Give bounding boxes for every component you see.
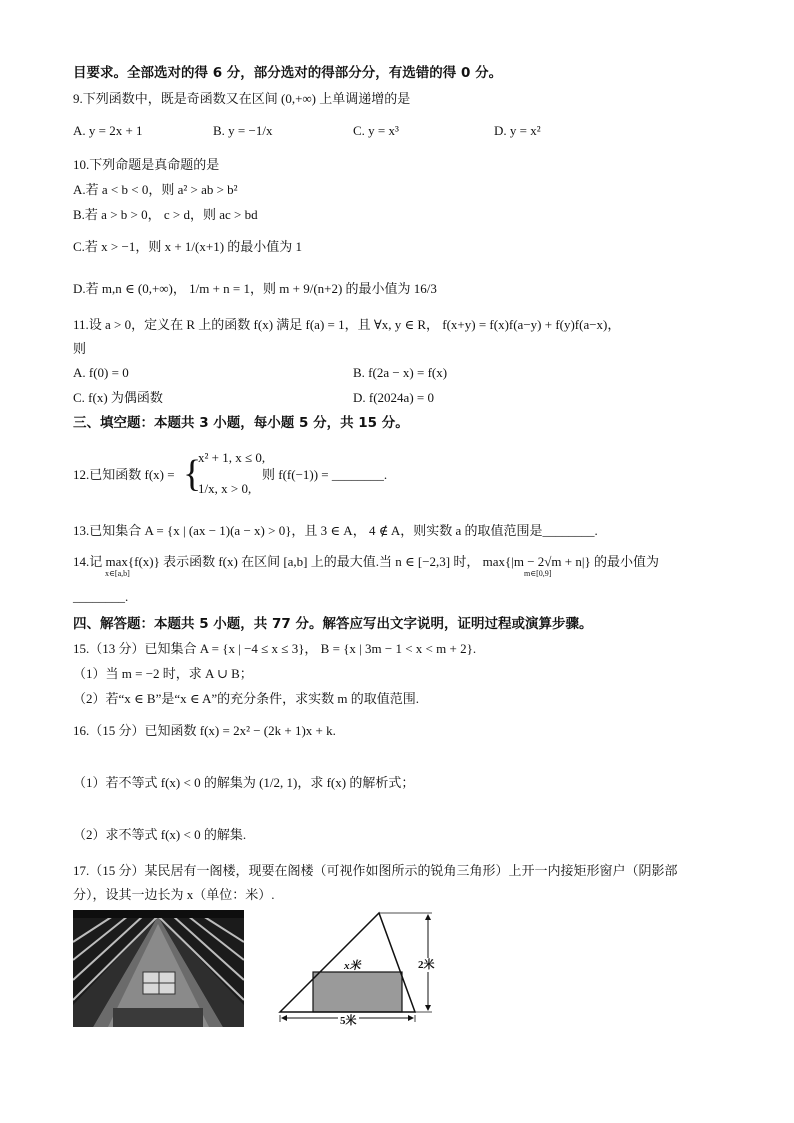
q16-part1: （1）若不等式 f(x) < 0 的解集为 (1/2, 1)，求 f(x) 的解析式；: [73, 775, 415, 790]
q15-part2: （2）若“x ∈ B”是“x ∈ A”的充分条件，求实数 m 的取值范围.: [73, 691, 420, 706]
q9-option-c: C. y = x³: [353, 123, 399, 138]
q9-option-d: D. y = x²: [494, 123, 541, 138]
q10-option-a: A.若 a < b < 0，则 a² > ab > b²: [73, 182, 238, 197]
q12-prefix: 12.已知函数 f(x) =: [73, 467, 175, 482]
section4-heading: 四、解答题：本题共 5 小题，共 77 分。解答应写出文字说明，证明过程或演算步骤。: [73, 616, 593, 632]
q12-brace: {: [183, 453, 202, 495]
section-intro: 目要求。全部选对的得 6 分，部分选对的得部分分，有选错的得 0 分。: [73, 65, 503, 81]
q11-option-c: C. f(x) 为偶函数: [73, 390, 163, 405]
q12-case-1: x² + 1, x ≤ 0,: [198, 450, 266, 465]
label-height: 2米: [418, 959, 435, 971]
attic-photo: [73, 910, 244, 1027]
q14-blank: ________.: [73, 589, 129, 604]
q11-option-a: A. f(0) = 0: [73, 365, 129, 380]
q13-text: 13.已知集合 A = {x | (ax − 1)(a − x) > 0}，且 3 ∈ A， 4 ∉ A，则实数 a 的取值范围是________.: [73, 523, 598, 538]
q10-option-c: C.若 x > −1，则 x + 1/(x+1) 的最小值为 1: [73, 239, 303, 254]
q17-stem: 17.（15 分）某民居有一阁楼，现要在阁楼（可视作如图所示的锐角三角形）上开一内接矩形窗户（阴影部: [73, 863, 678, 878]
window-rectangle: [313, 972, 402, 1012]
q11-stem: 11.设 a > 0，定义在 R 上的函数 f(x) 满足 f(a) = 1，且 ∀x, y ∈ R， f(x+y) = f(x)f(a−y) + f(y)f(a−x)，: [73, 317, 621, 332]
q14-subscript-2: m∈[0,9]: [524, 569, 552, 578]
q11-option-d: D. f(2024a) = 0: [353, 390, 434, 405]
q17-stem-cont: 分），设其一边长为 x（单位：米）.: [73, 887, 275, 902]
q10-stem: 10.下列命题是真命题的是: [73, 157, 220, 172]
attic-photo-illustration: [73, 910, 244, 1027]
q10-option-b: B.若 a > b > 0， c > d，则 ac > bd: [73, 207, 258, 222]
q9-option-a: A. y = 2x + 1: [73, 123, 143, 138]
q12-suffix: 则 f(f(−1)) = ________.: [262, 467, 388, 482]
q15-stem: 15.（13 分）已知集合 A = {x | −4 ≤ x ≤ 3}， B = {x | 3m − 1 < x < m + 2}.: [73, 641, 477, 656]
q11-option-b: B. f(2a − x) = f(x): [353, 365, 448, 380]
label-width: 5米: [340, 1015, 357, 1027]
q9-stem: 9.下列函数中，既是奇函数又在区间 (0,+∞) 上单调递增的是: [73, 91, 411, 106]
q14-text: 14.记 max{f(x)} 表示函数 f(x) 在区间 [a,b] 上的最大值.当 n ∈ [−2,3] 时， max{|m − 2√m + n|} 的最小值为: [73, 554, 659, 569]
q16-stem: 16.（15 分）已知函数 f(x) = 2x² − (2k + 1)x + k.: [73, 723, 336, 738]
q9-option-b: B. y = −1/x: [213, 123, 273, 138]
q10-option-d: D.若 m,n ∈ (0,+∞)， 1/m + n = 1，则 m + 9/(n+2) 的最小值为 16/3: [73, 281, 437, 296]
section3-heading: 三、填空题：本题共 3 小题，每小题 5 分，共 15 分。: [73, 415, 409, 431]
q15-part1: （1）当 m = −2 时，求 A ∪ B；: [73, 666, 253, 681]
triangle-window-diagram: [270, 905, 445, 1035]
q14-subscript-1: x∈[a,b]: [105, 569, 130, 578]
q12-case-2: 1/x, x > 0,: [198, 481, 252, 496]
label-x: x米: [344, 960, 361, 972]
q16-part2: （2）求不等式 f(x) < 0 的解集.: [73, 827, 247, 842]
q11-stem-cont: 则: [73, 341, 87, 356]
